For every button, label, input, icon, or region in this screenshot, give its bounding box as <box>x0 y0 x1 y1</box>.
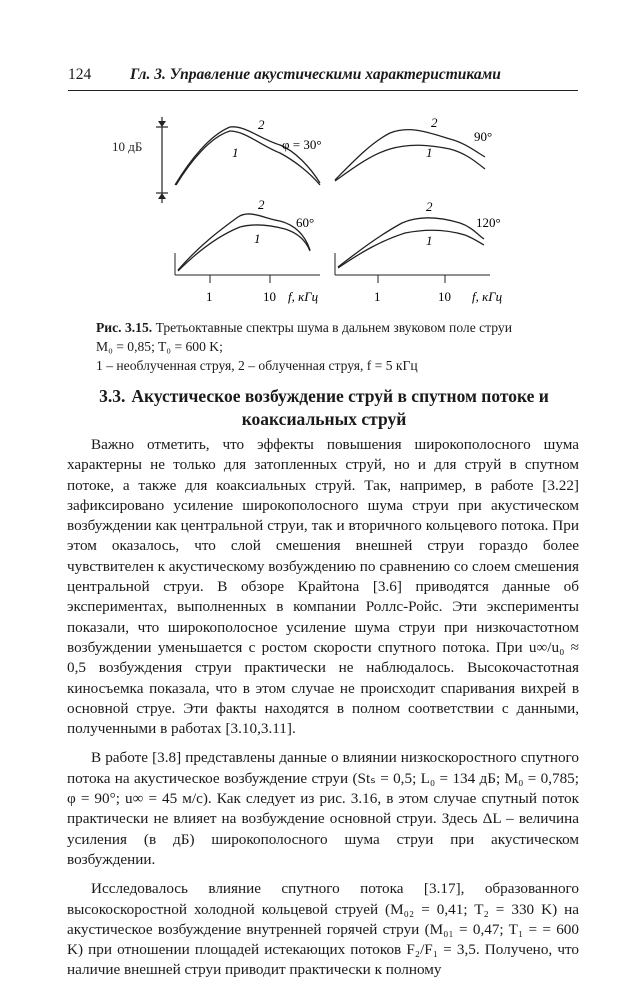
curve-2-panel2 <box>335 130 485 180</box>
curve-1-panel4 <box>338 230 484 268</box>
curve-1-panel3 <box>178 225 310 271</box>
scale-bar <box>156 117 168 203</box>
scale-label: 10 дБ <box>112 139 143 154</box>
paragraph-3: Исследовалось влияние спутного потока [3.17], образованного высокоскоростной холодной кольцевой струей (M₀₂ = 0,41; T₂ = 330 K) на акустическое возбуждение внутренней горячей струи (M₀₁ = 0,47; T₁ = = 600 K) при отношении площадей истекающих потоков F₂/F₁ = 3,5. Получено, что наличие внешней струи приводит практически к полному <box>67 880 579 979</box>
paragraph-2: В работе [3.8] представлены данные о влиянии низкоскоростного спутного потока на акустическое возбуждение струи (Stₛ = 0,5; L₀ = 134 дБ; M₀ = 0,785; φ = 90°; u∞ = 45 м/с). Как следует из рис. 3.16, в этом случае спутный поток практически не влияет на возбуждение основной струи. Здесь ΔL – величина усиления (в дБ) широкополосного шума струи при акустическом возбуждении. <box>67 749 579 868</box>
panel3-tick-label-10: 10 <box>263 289 276 304</box>
header-rule <box>68 90 578 91</box>
section-heading <box>70 385 578 431</box>
panel2-angle-label: 90° <box>474 129 493 144</box>
curve-2-panel3 <box>178 214 310 270</box>
panel4-tick-label-10: 10 <box>438 289 451 304</box>
figure-3-15 <box>112 105 540 315</box>
panel4-tick-label-1: 1 <box>374 289 381 304</box>
panel1-angle-label: φ = 30° <box>282 137 322 152</box>
panel3-angle-label: 60° <box>296 215 315 230</box>
scale-arrow-bottom <box>158 193 166 199</box>
panel3-axis-unit: f, кГц <box>288 289 319 304</box>
caption-text-1: Третьоктавные спектры шума в дальнем звуковом поле струи <box>155 320 512 335</box>
panel4-curve-label-2: 2 <box>426 199 433 214</box>
figure-caption <box>96 318 576 375</box>
page-number: 124 <box>68 66 92 83</box>
page-header <box>68 66 576 88</box>
caption-figure-label: Рис. 3.15. <box>96 320 153 335</box>
panel-phi-90 <box>335 115 492 181</box>
paragraph-1: Важно отметить, что эффекты повышения широкополосного шума характерны не только для затопленных струй, но и для струй в спутном потоке, а также для коаксиальных струй. Так, например, в работе [3.22] зафиксировано усиление широкополосного шума струи при акустическом возбуждении как центральной струи, так и вторичного кольцевого потока. При этом оказалось, что слой смешения внешней струи гораздо более чувствителен к акустическому возбуждению по сравнению со слоем смешения центральной струи. В обзоре Крайтона [3.6] приводятся данные об экспериментах, выполненных в компании Роллс-Ройс. Эти эксперименты показали, что широкополосное усиление шума струи при низкочастотном возбуждении уменьшается с ростом скорости спутного потока. При u∞/u₀ ≈ 0,5 возбуждения струи практически не наблюдалось. Высокочастотная киносъемка показала, что в этом случае не происходит спаривания вихрей в основной струе. Эти факты находятся в полном соответствии с данными, полученными в работах [3.10,3.11]. <box>67 436 579 738</box>
panel1-curve-label-1: 1 <box>232 145 239 160</box>
panel3-tick-label-1: 1 <box>206 289 213 304</box>
running-title: Гл. 3. Управление акустическими характеристиками <box>130 66 501 83</box>
spectra-figure-svg <box>112 105 540 315</box>
panel3-curve-label-2: 2 <box>258 197 265 212</box>
panel-phi-60 <box>175 197 320 304</box>
scale-arrow-top <box>158 121 166 127</box>
caption-line-2: M₀ = 0,85; T₀ = 600 K; <box>96 339 223 354</box>
curve-1-panel2 <box>335 145 485 181</box>
section-title-text: Акустическое возбуждение струй в спутном потоке и коаксиальных струй <box>131 386 549 429</box>
panel-phi-120 <box>335 199 503 304</box>
panel-phi-30 <box>175 117 322 185</box>
section-number: 3.3. <box>99 386 126 406</box>
panel4-axis-unit: f, кГц <box>472 289 503 304</box>
panel1-curve-label-2: 2 <box>258 117 265 132</box>
caption-line-3: 1 – необлученная струя, 2 – облученная струя, f = 5 кГц <box>96 358 418 373</box>
curve-2-panel4 <box>338 218 484 267</box>
body-text <box>67 435 579 990</box>
caption-line-1 <box>96 318 576 337</box>
panel4-curve-label-1: 1 <box>426 233 433 248</box>
panel3-curve-label-1: 1 <box>254 231 261 246</box>
panel4-angle-label: 120° <box>476 215 501 230</box>
panel2-curve-label-2: 2 <box>431 115 438 130</box>
panel2-curve-label-1: 1 <box>426 145 433 160</box>
